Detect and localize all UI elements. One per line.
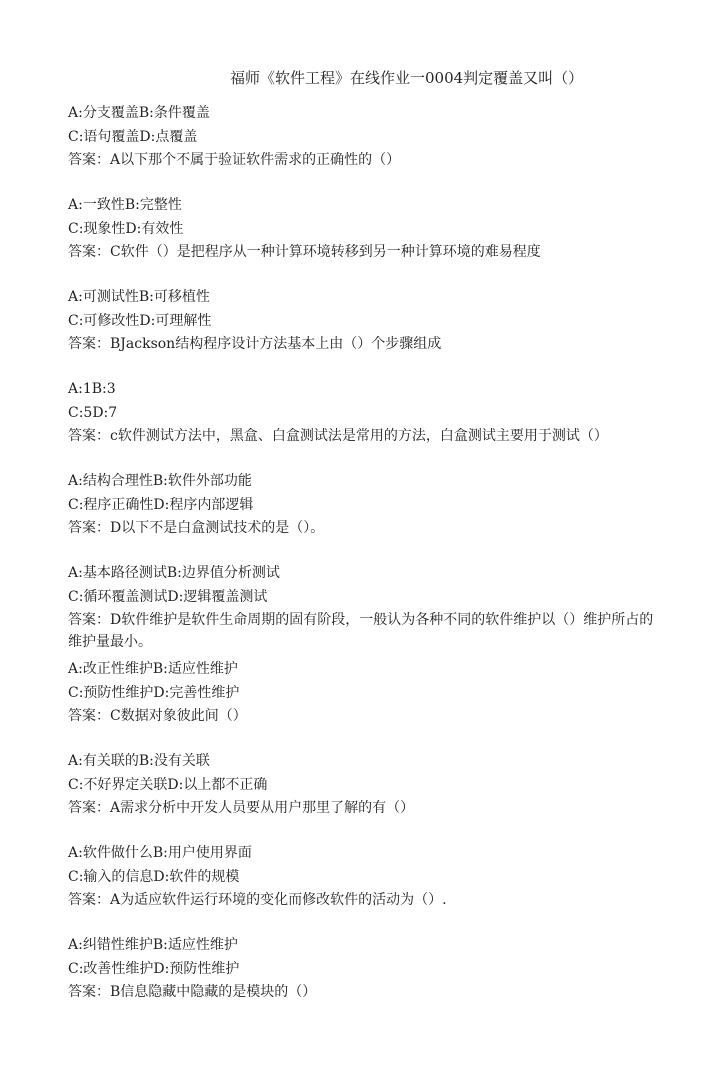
question-block-6 [68,561,658,653]
question-block-9 [68,841,658,911]
answer-line: 答案：BJackson结构程序设计方法基本上由（）个步骤组成 [68,336,442,352]
options-line-ab: A:纠错性维护B:适应性维护 [68,937,238,953]
options-line-ab: A:结构合理性B:软件外部功能 [68,473,252,489]
options-line-ab: A:软件做什么B:用户使用界面 [68,845,252,861]
options-line-cd: C:程序正确性D:程序内部逻辑 [68,497,254,513]
options-line-cd: C:语句覆盖D:点覆盖 [68,129,198,145]
options-line-cd: C:不好界定关联D:以上都不正确 [68,777,268,793]
question-list [68,101,658,1003]
answer-line: 答案：D软件维护是软件生命周期的固有阶段，一般认为各种不同的软件维护以（）维护所占的维护量最小。 [68,612,654,650]
answer-line: 答案：c软件测试方法中，黑盒、白盒测试法是常用的方法，白盒测试主要用于测试（） [68,428,608,444]
options-line-cd: C:可修改性D:可理解性 [68,313,212,329]
options-line-cd: C:输入的信息D:软件的规模 [68,869,240,885]
options-line-ab: A:1B:3 [68,381,116,397]
options-line-ab: A:可测试性B:可移植性 [68,289,210,305]
answer-line: 答案：B信息隐藏中隐藏的是模块的（） [68,984,317,1000]
answer-line: 答案：A需求分析中开发人员要从用户那里了解的有（） [68,800,415,816]
question-block-4 [68,377,658,447]
document-title: 福师《软件工程》在线作业一0004判定覆盖又叫（） [230,69,584,87]
options-line-cd: C:预防性维护D:完善性维护 [68,685,240,701]
question-block-5 [68,469,658,539]
question-block-1 [68,101,658,171]
question-block-2 [68,193,658,263]
answer-line: 答案：A为适应软件运行环境的变化而修改软件的活动为（）. [68,892,447,908]
options-line-cd: C:现象性D:有效性 [68,221,184,237]
question-block-3 [68,285,658,355]
options-line-cd: C:改善性维护D:预防性维护 [68,961,240,977]
answer-line: 答案：A以下那个不属于验证软件需求的正确性的（） [68,152,401,168]
options-line-ab: A:基本路径测试B:边界值分析测试 [68,565,280,581]
question-block-10 [68,933,658,1003]
question-block-7 [68,657,658,727]
options-line-ab: A:改正性维护B:适应性维护 [68,661,238,677]
options-line-cd: C:5D:7 [68,405,118,421]
question-block-8 [68,749,658,819]
answer-line: 答案：C数据对象彼此间（） [68,708,247,724]
options-line-ab: A:一致性B:完整性 [68,197,182,213]
answer-line: 答案：C软件（）是把程序从一种计算环境转移到另一种计算环境的难易程度 [68,244,541,260]
options-line-ab: A:有关联的B:没有关联 [68,753,210,769]
options-line-ab: A:分支覆盖B:条件覆盖 [68,105,210,121]
options-line-cd: C:循环覆盖测试D:逻辑覆盖测试 [68,589,268,605]
answer-line: 答案：D以下不是白盒测试技术的是（）。 [68,520,325,536]
